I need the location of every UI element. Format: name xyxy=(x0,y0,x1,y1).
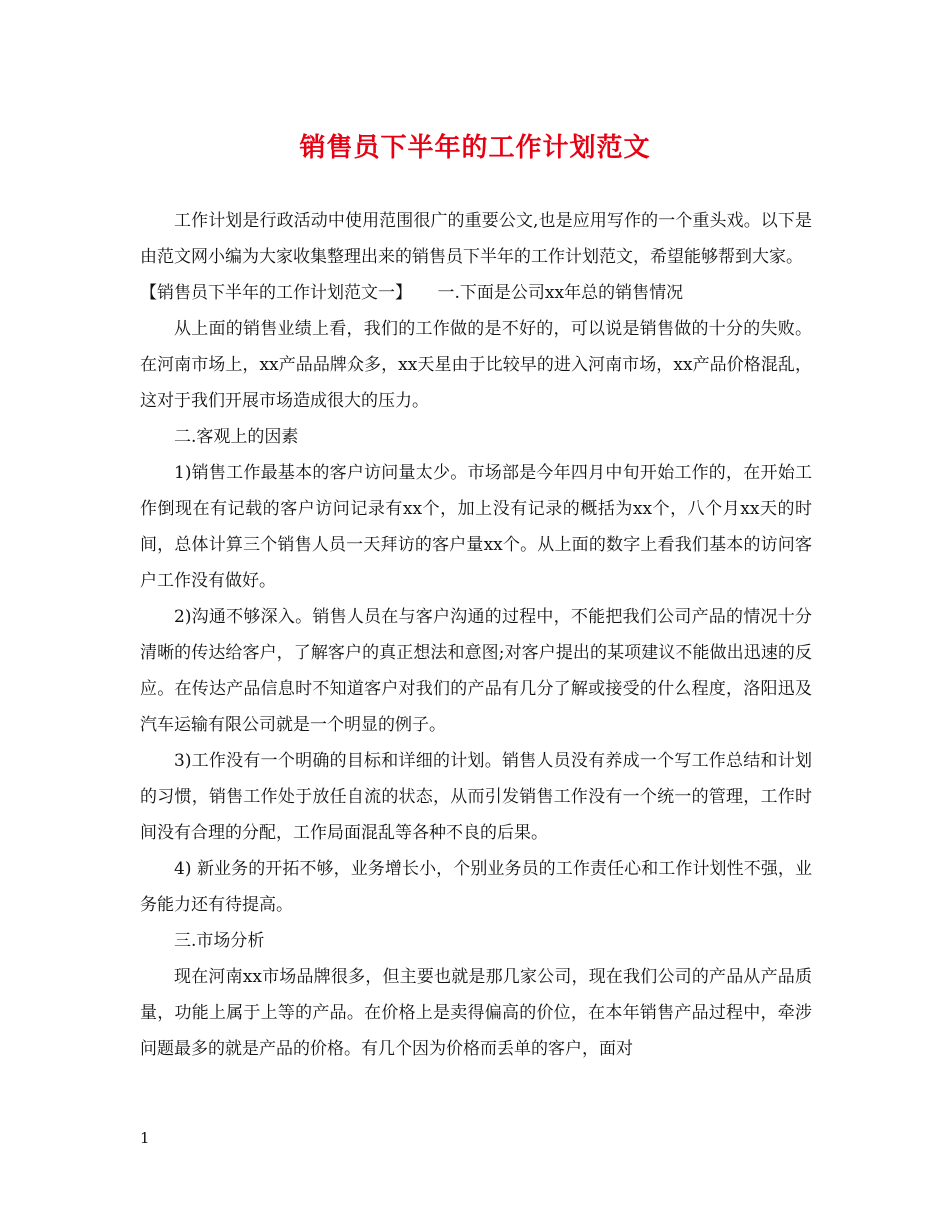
body-paragraph: 2)沟通不够深入。销售人员在与客户沟通的过程中，不能把我们公司产品的情况十分清晰的传达给客户，了解客户的真正想法和意图;对客户提出的某项建议不能做出迅速的反应。在传达产品信息时不知道客户对我们的产品有几分了解或接受的什么程度，洛阳迅及汽车运输有限公司就是一个明显的例子。 xyxy=(140,607,812,735)
body-paragraph: 从上面的销售业绩上看，我们的工作做的是不好的，可以说是销售做的十分的失败。在河南市场上，xx产品品牌众多，xx天星由于比较早的进入河南市场，xx产品价格混乱，这对于我们开展市场造成很大的压力。 xyxy=(140,319,812,411)
document-body xyxy=(140,203,812,1067)
intro-paragraph: 工作计划是行政活动中使用范围很广的重要公文,也是应用写作的一个重头戏。以下是由范文网小编为大家收集整理出来的销售员下半年的工作计划范文，希望能够帮到大家。 xyxy=(140,211,812,267)
body-paragraph: 现在河南xx市场品牌很多，但主要也就是那几家公司，现在我们公司的产品从产品质量，功能上属于上等的产品。在价格上是卖得偏高的价位，在本年销售产品过程中，牵涉问题最多的就是产品的价格。有几个因为价格而丢单的客户，面对 xyxy=(140,967,812,1059)
section-heading-objective-factors: 二.客观上的因素 xyxy=(174,427,299,447)
section-heading-sample-one: 【销售员下半年的工作计划范文一】 一.下面是公司xx年总的销售情况 xyxy=(140,283,684,303)
body-paragraph: 3)工作没有一个明确的目标和详细的计划。销售人员没有养成一个写工作总结和计划的习惯，销售工作处于放任自流的状态，从而引发销售工作没有一个统一的管理，工作时间没有合理的分配，工作局面混乱等各种不良的后果。 xyxy=(140,751,812,843)
document-title: 销售员下半年的工作计划范文 xyxy=(299,133,651,163)
section-heading-market-analysis: 三.市场分析 xyxy=(174,931,265,951)
body-paragraph: 1)销售工作最基本的客户访问量太少。市场部是今年四月中旬开始工作的，在开始工作倒现在有记载的客户访问记录有xx个，加上没有记录的概括为xx个，八个月xx天的时间，总体计算三个销售人员一天拜访的客户量xx个。从上面的数字上看我们基本的访问客户工作没有做好。 xyxy=(140,463,812,591)
page-number: 1 xyxy=(140,1129,150,1147)
body-paragraph: 4) 新业务的开拓不够，业务增长小，个别业务员的工作责任心和工作计划性不强，业务能力还有待提高。 xyxy=(140,859,812,915)
